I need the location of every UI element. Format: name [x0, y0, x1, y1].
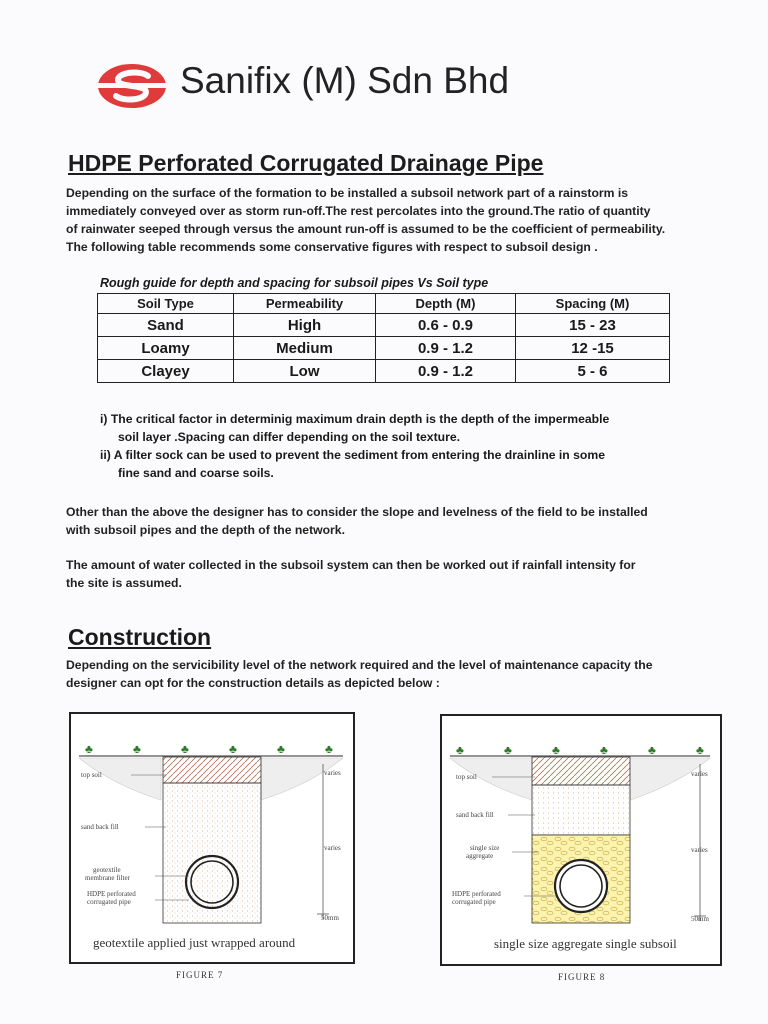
grass-icon: ♣	[85, 742, 93, 756]
paragraph-line: with subsoil pipes and the depth of the network.	[66, 523, 345, 537]
pipe-label: HDPE perforated	[87, 890, 136, 898]
varies-label: varies	[691, 846, 708, 854]
construction-paragraph	[66, 656, 653, 692]
slope-paragraph	[66, 503, 648, 539]
geotextile-label: membrane filter	[85, 874, 130, 882]
note-2-line: ii) A filter sock can be used to prevent the sediment from entering the drainline in some	[100, 448, 605, 462]
soil-table	[97, 293, 670, 383]
paragraph-line: designer can opt for the construction details as depicted below :	[66, 676, 440, 690]
table-cell: 15 - 23	[516, 314, 670, 337]
figure-7-diagram	[69, 712, 355, 964]
note-1-line: soil layer .Spacing can differ depending on the soil texture.	[118, 430, 460, 444]
table-cell: 0.9 - 1.2	[376, 337, 516, 360]
note-2-line: fine sand and coarse soils.	[118, 466, 274, 480]
grass-icon: ♣	[229, 742, 237, 756]
figure-8-diagram	[440, 714, 722, 966]
intro-paragraph	[66, 184, 665, 256]
pipe-label: corrugated pipe	[87, 898, 131, 906]
table-row	[98, 314, 670, 337]
varies-label: varies	[324, 769, 341, 777]
figure-caption: single size aggregate single subsoil	[494, 936, 677, 951]
depth-label: 50mm	[321, 914, 339, 922]
sand-back-fill-label: sand back fill	[81, 823, 119, 831]
grass-icon: ♣	[325, 742, 333, 756]
grass-icon: ♣	[600, 743, 608, 757]
table-cell: Loamy	[98, 337, 234, 360]
table-cell: Clayey	[98, 360, 234, 383]
table-cell: 12 -15	[516, 337, 670, 360]
company-logo-icon	[96, 62, 168, 110]
intro-line: The following table recommends some conservative figures with respect to subsoil design .	[66, 240, 598, 254]
table-header: Soil Type	[98, 294, 234, 314]
figure-caption: geotextile applied just wrapped around	[93, 935, 296, 950]
paragraph-line: the site is assumed.	[66, 576, 182, 590]
table-header-row	[98, 294, 670, 314]
construction-heading: Construction	[68, 624, 212, 650]
sand-back-fill-label: sand back fill	[456, 811, 494, 819]
grass-icon: ♣	[181, 742, 189, 756]
grass-icon: ♣	[504, 743, 512, 757]
table-cell: High	[234, 314, 376, 337]
table-cell: 0.9 - 1.2	[376, 360, 516, 383]
grass-icon: ♣	[133, 742, 141, 756]
table-cell: 0.6 - 0.9	[376, 314, 516, 337]
figure-number: FIGURE 7	[176, 970, 224, 980]
pipe-label: HDPE perforated	[452, 890, 501, 898]
depth-label: 50mm	[691, 915, 709, 923]
table-row	[98, 360, 670, 383]
table-header: Permeability	[234, 294, 376, 314]
grass-icon: ♣	[648, 743, 656, 757]
paragraph-line: Depending on the servicibility level of the network required and the level of maintenance capacity the	[66, 658, 653, 672]
grass-icon: ♣	[552, 743, 560, 757]
rainfall-paragraph	[66, 556, 636, 592]
aggregate-label: aggregate	[466, 852, 494, 860]
table-row	[98, 337, 670, 360]
geotextile-label: geotextile	[93, 866, 121, 874]
grass-icon: ♣	[456, 743, 464, 757]
top-soil-label: top soil	[81, 771, 102, 779]
pipe-label: corrugated pipe	[452, 898, 496, 906]
table-caption: Rough guide for depth and spacing for subsoil pipes Vs Soil type	[100, 276, 489, 290]
grass-icon: ♣	[696, 743, 704, 757]
table-header: Depth (M)	[376, 294, 516, 314]
intro-line: Depending on the surface of the formation to be installed a subsoil network part of a rainstorm is	[66, 186, 629, 200]
trench-drawing	[442, 716, 720, 964]
page-title: HDPE Perforated Corrugated Drainage Pipe	[68, 150, 544, 176]
table-cell: Sand	[98, 314, 234, 337]
table-cell: Low	[234, 360, 376, 383]
intro-line: of rainwater seeped through versus the amount run-off is assumed to be the coefficient of permeability.	[66, 222, 666, 236]
table-cell: 5 - 6	[516, 360, 670, 383]
trench-drawing	[71, 714, 353, 962]
figure-number: FIGURE 8	[558, 972, 606, 982]
company-name: Sanifix (M) Sdn Bhd	[180, 60, 510, 101]
paragraph-line: The amount of water collected in the subsoil system can then be worked out if rainfall intensity for	[66, 558, 636, 572]
varies-label: varies	[324, 844, 341, 852]
top-soil-label: top soil	[456, 773, 477, 781]
varies-label: varies	[691, 770, 708, 778]
table-header: Spacing (M)	[516, 294, 670, 314]
aggregate-label: single size	[470, 844, 500, 852]
intro-line: immediately conveyed over as storm run-off.The rest percolates into the ground.The ratio of quantity	[66, 204, 651, 218]
table-cell: Medium	[234, 337, 376, 360]
paragraph-line: Other than the above the designer has to consider the slope and levelness of the field to be installed	[66, 505, 648, 519]
note-1-line: i) The critical factor in determinig maximum drain depth is the depth of the impermeable	[100, 412, 610, 426]
grass-icon: ♣	[277, 742, 285, 756]
